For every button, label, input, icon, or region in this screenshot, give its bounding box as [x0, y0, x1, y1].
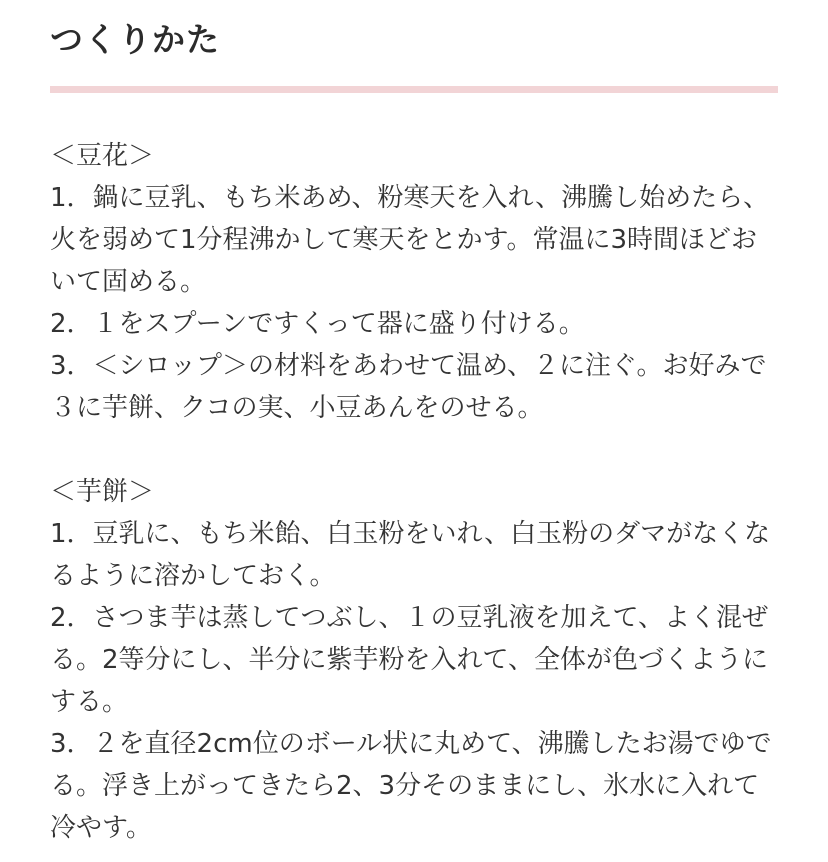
step-item: 2．さつま芋は蒸してつぶし、１の豆乳液を加えて、よく混ぜる。2等分にし、半分に紫芋粉を入れて、全体が色づくようにする。 [50, 603, 769, 717]
step-item: 2．１をスプーンですくって器に盛り付ける。 [50, 309, 585, 339]
section-douhua [50, 135, 780, 429]
title-divider [50, 86, 778, 93]
steps-list-imomochi [50, 513, 780, 849]
section-heading-imomochi: ＜芋餅＞ [50, 477, 155, 507]
step-item: 3．２を直径2cm位のボール状に丸めて、沸騰したお湯でゆでる。浮き上がってきたら2、3分そのままにし、氷水に入れて冷やす。 [50, 729, 772, 843]
step-item: 1．鍋に豆乳、もち米あめ、粉寒天を入れ、沸騰し始めたら、火を弱めて1分程沸かして寒天をとかす。常温に3時間ほどおいて固める。 [50, 183, 770, 297]
section-imomochi [50, 471, 780, 849]
step-item: 1．豆乳に、もち米飴、白玉粉をいれ、白玉粉のダマがなくなるように溶かしておく。 [50, 519, 771, 591]
steps-list-douhua [50, 177, 780, 429]
page-title: つくりかた [50, 20, 220, 59]
step-item: 3．＜シロップ＞の材料をあわせて温め、２に注ぐ。お好みで３に芋餅、クコの実、小豆あんをのせる。 [50, 351, 767, 423]
instructions-body [50, 135, 780, 849]
section-heading-douhua: ＜豆花＞ [50, 141, 155, 171]
